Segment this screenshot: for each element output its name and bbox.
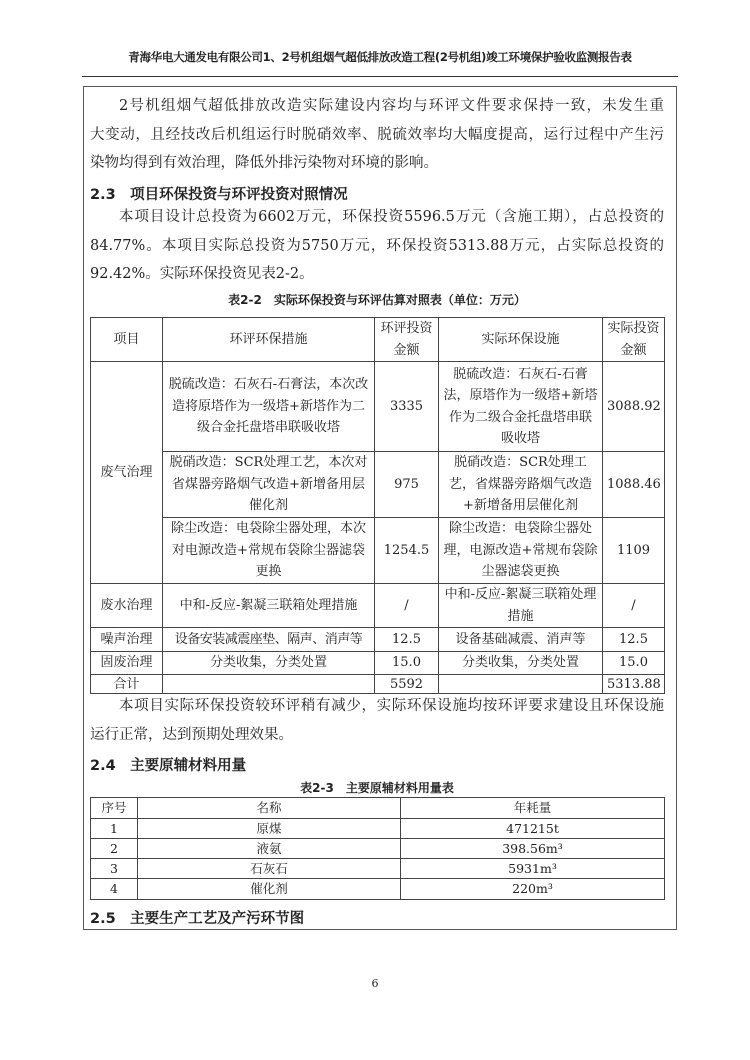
table-row <box>91 584 665 628</box>
index-cell: 2 <box>91 839 138 859</box>
eia-measure-cell: 中和-反应-絮凝三联箱处理措施 <box>163 584 375 628</box>
eia-amount-cell: 5592 <box>375 675 439 694</box>
table-row <box>91 819 665 839</box>
eia-amount-cell: / <box>375 584 439 628</box>
header-cell: 序号 <box>91 798 138 819</box>
actual-measure-cell: 脱硫改造：石灰石-石膏法，原塔作为一级塔+新塔作为二级合金托盘塔串联吸收塔 <box>439 362 603 452</box>
actual-amount-cell: 5313.88 <box>603 675 665 694</box>
annual-consumption-cell: 5931m³ <box>401 859 665 879</box>
table-row <box>91 452 665 518</box>
category-cell: 合计 <box>91 675 163 694</box>
eia-measure-cell: 脱硫改造：石灰石-石膏法，本次改造将原塔作为一级塔+新塔作为二级合金托盘塔串联吸收塔 <box>163 362 375 452</box>
material-name-cell: 原煤 <box>138 819 401 839</box>
table-2-2-caption: 表2-2 实际环保投资与环评估算对照表（单位：万元） <box>228 293 526 307</box>
page-number: 6 <box>371 977 379 990</box>
eia-measure-cell <box>163 675 375 694</box>
actual-measure-cell <box>439 675 603 694</box>
intro-paragraph <box>90 92 664 178</box>
actual-amount-cell: 15.0 <box>603 652 665 675</box>
table-row <box>91 859 665 879</box>
header-cell: 环评投资金额 <box>375 318 439 362</box>
category-cell: 废气治理 <box>91 362 163 584</box>
actual-amount-cell: 1109 <box>603 518 665 584</box>
header-cell: 实际投资金额 <box>603 318 665 362</box>
table-row <box>91 362 665 452</box>
eia-measure-cell: 除尘改造：电袋除尘器处理，本次对电源改造+常规布袋除尘器滤袋更换 <box>163 518 375 584</box>
text-line: 本项目设计总投资为6602万元，环保投资5596.5万元（含施工期），占总投资的 <box>119 209 664 225</box>
eia-amount-cell: 15.0 <box>375 652 439 675</box>
table-row <box>91 628 665 652</box>
category-cell: 固废治理 <box>91 652 163 675</box>
annual-consumption-cell: 220m³ <box>401 879 665 900</box>
actual-measure-cell: 脱硝改造：SCR处理工艺，省煤器旁路烟气改造+新增备用层催化剂 <box>439 452 603 518</box>
investment-paragraph <box>90 203 664 289</box>
actual-measure-cell: 分类收集，分类处置 <box>439 652 603 675</box>
actual-amount-cell: / <box>603 584 665 628</box>
actual-amount-cell: 1088.46 <box>603 452 665 518</box>
text-line: 染物均得到有效治理，降低外排污染物对环境的影响。 <box>90 155 438 171</box>
table-row <box>91 518 665 584</box>
header-cell: 年耗量 <box>401 798 665 819</box>
text-line: 92.42%。实际环保投资见表2-2。 <box>90 266 314 282</box>
text-line: 2号机组烟气超低排放改造实际建设内容均与环评文件要求保持一致，未发生重 <box>119 98 664 114</box>
table-row <box>91 879 665 900</box>
eia-amount-cell: 975 <box>375 452 439 518</box>
actual-measure-cell: 设备基础减震、消声等 <box>439 628 603 652</box>
section-heading-2-4: 2.4 主要原辅材料用量 <box>90 758 247 774</box>
index-cell: 4 <box>91 879 138 900</box>
index-cell: 3 <box>91 859 138 879</box>
annual-consumption-cell: 398.56m³ <box>401 839 665 859</box>
eia-measure-cell: 分类收集，分类处置 <box>163 652 375 675</box>
text-line: 84.77%。本项目实际总投资为5750万元，环保投资5313.88万元，占实际总投资的 <box>90 237 664 254</box>
table-2-3-caption: 表2-3 主要原辅材料用量表 <box>300 781 454 795</box>
material-name-cell: 石灰石 <box>138 859 401 879</box>
text-line: 运行正常，达到预期处理效果。 <box>90 726 293 743</box>
eia-measure-cell: 设备安装减震座垫、隔声、消声等 <box>163 628 375 652</box>
header-cell: 项目 <box>91 318 163 362</box>
actual-amount-cell: 3088.92 <box>603 362 665 452</box>
eia-amount-cell: 1254.5 <box>375 518 439 584</box>
conclusion-paragraph <box>90 692 664 749</box>
section-heading-2-3: 2.3 项目环保投资与环评投资对照情况 <box>90 187 348 203</box>
total-row <box>91 675 665 694</box>
index-cell: 1 <box>91 819 138 839</box>
investment-table <box>90 317 665 694</box>
eia-amount-cell: 3335 <box>375 362 439 452</box>
eia-measure-cell: 脱硝改造：SCR处理工艺，本次对省煤器旁路烟气改造+新增备用层催化剂 <box>163 452 375 518</box>
materials-table <box>90 797 665 900</box>
text-line: 大变动，且经技改后机组运行时脱硝效率、脱硫效率均大幅度提高，运行过程中产生污 <box>90 126 664 143</box>
actual-measure-cell: 除尘改造：电袋除尘器处理，电源改造+常规布袋除尘器滤袋更换 <box>439 518 603 584</box>
actual-measure-cell: 中和-反应-絮凝三联箱处理措施 <box>439 584 603 628</box>
table-row <box>91 839 665 859</box>
annual-consumption-cell: 471215t <box>401 819 665 839</box>
header-cell: 环评环保措施 <box>163 318 375 362</box>
eia-amount-cell: 12.5 <box>375 628 439 652</box>
running-header: 青海华电大通发电有限公司1、2号机组烟气超低排放改造工程(2号机组)竣工环境保护验收监测报告表 <box>128 50 632 64</box>
table-header-row <box>91 318 665 362</box>
section-heading-2-5: 2.5 主要生产工艺及产污环节图 <box>90 911 305 927</box>
table-row <box>91 652 665 675</box>
material-name-cell: 液氨 <box>138 839 401 859</box>
table-header-row <box>91 798 665 819</box>
material-name-cell: 催化剂 <box>138 879 401 900</box>
header-cell: 实际环保设施 <box>439 318 603 362</box>
header-cell: 名称 <box>138 798 401 819</box>
text-line: 本项目实际环保投资较环评稍有减少，实际环保设施均按环评要求建设且环保设施 <box>119 698 664 714</box>
actual-amount-cell: 12.5 <box>603 628 665 652</box>
header-rule <box>82 76 678 77</box>
category-cell: 废水治理 <box>91 584 163 628</box>
category-cell: 噪声治理 <box>91 628 163 652</box>
